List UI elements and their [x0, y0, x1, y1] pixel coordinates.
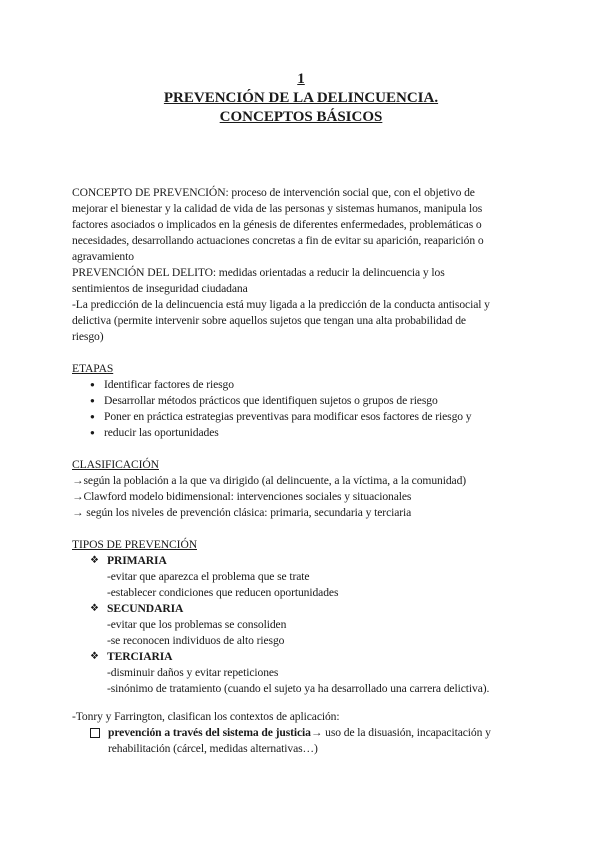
- text-line: -evitar que aparezca el problema que se trate: [107, 570, 310, 583]
- item-continuation: rehabilitación (cárcel, medidas alternativas…): [108, 742, 318, 755]
- list-item: ● Identificar factores de riesgo: [90, 377, 530, 393]
- item-rest-text: → uso de la disuasión, incapacitación y: [310, 726, 491, 739]
- text-line: mejorar el bienestar y la calidad de vida de las personas y sistemas humanos, manipula los: [72, 202, 483, 215]
- secundaria-label: ❖ SECUNDARIA: [90, 601, 530, 617]
- document-title: [72, 70, 530, 127]
- text-line: -se reconocen individuos de alto riesgo: [107, 634, 285, 647]
- primaria-label: ❖ PRIMARIA: [90, 553, 530, 569]
- text-line: agravamiento: [72, 250, 134, 263]
- tonry-intro: -Tonry y Farrington, clasifican los contextos de aplicación:: [72, 710, 340, 723]
- clasificacion-heading: CLASIFICACIÓN: [72, 458, 159, 471]
- arrow-line: →Clawford modelo bidimensional: intervenciones sociales y situacionales: [72, 490, 412, 503]
- text-line: delictiva (permite intervenir sobre aquellos sujetos que tengan una alta probabilidad de: [72, 314, 466, 327]
- etapas-list: [72, 377, 530, 441]
- checkbox-item: [72, 725, 530, 741]
- arrow-line: →según la población a la que va dirigido (al delincuente, a la víctima, a la comunidad): [72, 474, 467, 487]
- concepto-paragraph: [72, 185, 530, 265]
- clasificacion-list: [72, 473, 530, 521]
- checkbox-icon: [90, 728, 100, 738]
- text-line: riesgo): [72, 330, 104, 343]
- title-line-1: PREVENCIÓN DE LA DELINCUENCIA.: [163, 90, 439, 106]
- terciaria-label: ❖ TERCIARIA: [90, 649, 530, 665]
- item-bold-text: prevención a través del sistema de justicia: [108, 726, 311, 739]
- text-line: -La predicción de la delincuencia está muy ligada a la predicción de la conducta antisocial y: [72, 298, 490, 311]
- title-line-2: CONCEPTOS BÁSICOS: [219, 109, 383, 125]
- list-item-continuation: ● reducir las oportunidades: [90, 425, 530, 441]
- text-line: -sinónimo de tratamiento (cuando el sujeto ya ha desarrollado una carrera delictiva).: [107, 682, 490, 695]
- text-line: CONCEPTO DE PREVENCIÓN: proceso de intervención social que, con el objetivo de: [72, 186, 475, 199]
- text-line: necesidades, desarrollando actuaciones concretas a fin de evitar su aparición, reaparición o: [72, 234, 484, 247]
- delito-paragraph: [72, 265, 530, 345]
- text-line: -establecer condiciones que reducen oportunidades: [107, 586, 339, 599]
- text-line: factores asociados o implicados en la génesis de diferentes enfermedades, problemáticas o: [72, 218, 482, 231]
- etapas-heading: ETAPAS: [72, 362, 114, 375]
- text-line: -evitar que los problemas se consoliden: [107, 618, 287, 631]
- list-item: ● Desarrollar métodos prácticos que identifiquen sujetos o grupos de riesgo: [90, 393, 530, 409]
- list-item: ● Poner en práctica estrategias preventivas para modificar esos factores de riesgo y: [90, 409, 530, 425]
- document-body: [72, 185, 530, 757]
- arrow-line: → según los niveles de prevención clásica: primaria, secundaria y terciaria: [72, 506, 412, 519]
- text-line: -disminuir daños y evitar repeticiones: [107, 666, 279, 679]
- tipos-list: [72, 553, 530, 697]
- chapter-number: 1: [297, 71, 305, 87]
- text-line: sentimientos de inseguridad ciudadana: [72, 282, 248, 295]
- tipos-heading: TIPOS DE PREVENCIÓN: [72, 538, 197, 551]
- text-line: PREVENCIÓN DEL DELITO: medidas orientadas a reducir la delincuencia y los: [72, 266, 445, 279]
